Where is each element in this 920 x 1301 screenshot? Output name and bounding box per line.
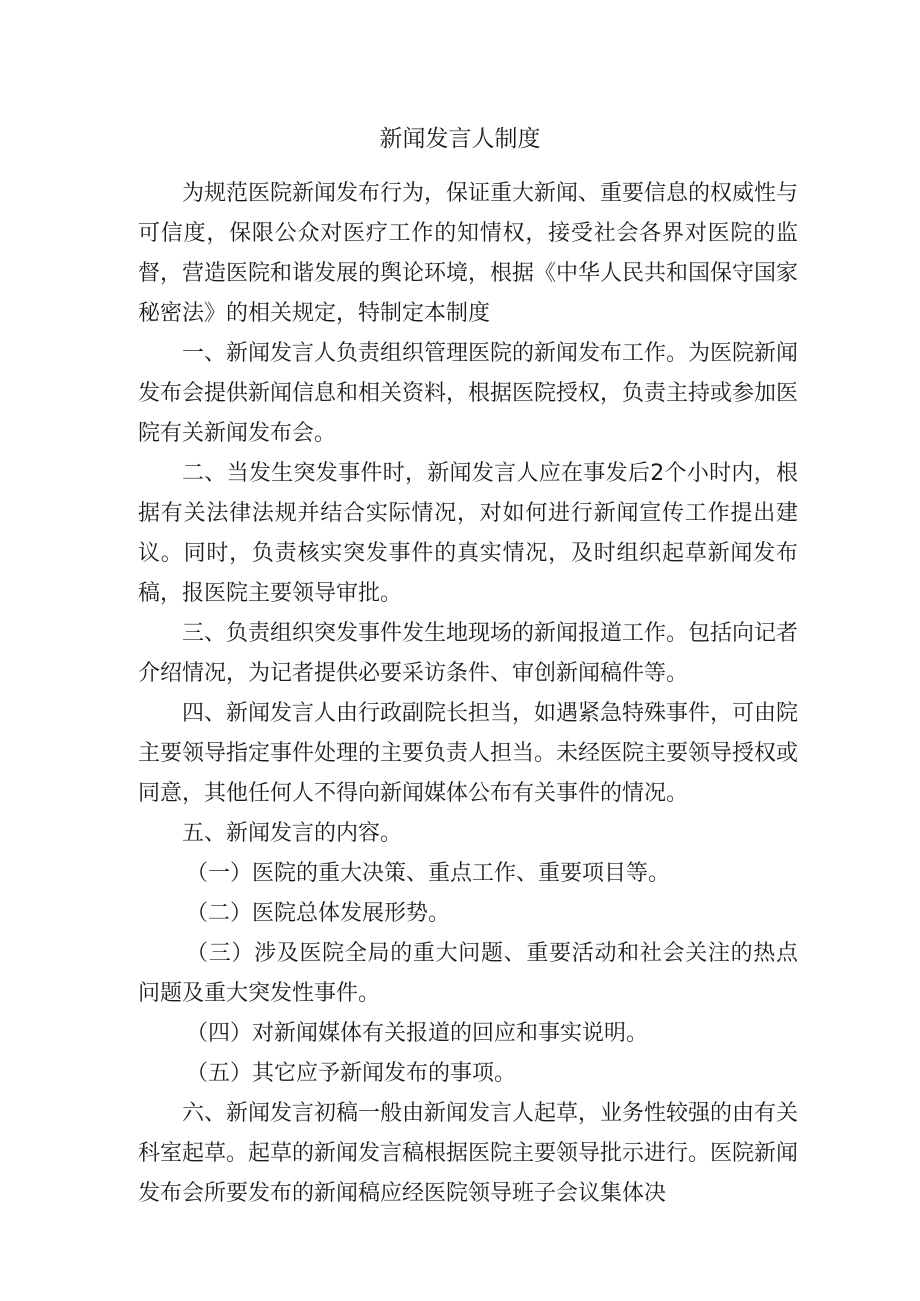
paragraph-preamble: 为规范医院新闻发布行为，保证重大新闻、重要信息的权威性与可信度，保限公众对医疗工作的知情权，接受社会各界对医院的监督，营造医院和谐发展的舆论环境，根据《中华人民共和国保守国家秘密法》的相关规定，特制定本制度 <box>138 181 799 326</box>
paragraph-item-5: 五、新闻发言的内容。 <box>182 821 403 846</box>
paragraph-item-4: 四、新闻发言人由行政副院长担当，如遇紧急特殊事件，可由院主要领导指定事件处理的主要负责人担当。未经医院主要领导授权或同意，其他任何人不得向新闻媒体公布有关事件的情况。 <box>138 701 799 806</box>
paragraph-subitem-3: （三）涉及医院全局的重大问题、重要活动和社会关注的热点问题及重大突发性事件。 <box>138 941 798 1006</box>
paragraph-item-3: 三、负责组织突发事件发生地现场的新闻报道工作。包括向记者介绍情况，为记者提供必要采访条件、审创新闻稿件等。 <box>138 621 799 686</box>
paragraph-subitem-1: （一）医院的重大决策、重点工作、重要项目等。 <box>186 861 671 886</box>
paragraph-subitem-5: （五）其它应予新闻发布的事项。 <box>186 1061 517 1086</box>
document-body <box>138 174 798 1214</box>
paragraph-item-2: 二、当发生突发事件时，新闻发言人应在事发后2个小时内，根据有关法律法规并结合实际情况，对如何进行新闻宣传工作提出建议。同时，负责核实突发事件的真实情况，及时组织起草新闻发布稿，报医院主要领导审批。 <box>138 461 798 606</box>
paragraph-subitem-2: （二）医院总体发展形势。 <box>186 901 451 926</box>
paragraph-item-6: 六、新闻发言初稿一般由新闻发言人起草，业务性较强的由有关科室起草。起草的新闻发言稿根据医院主要领导批示进行。医院新闻发布会所要发布的新闻稿应经医院领导班子会议集体决 <box>138 1101 799 1206</box>
document-title: 新闻发言人制度 <box>379 126 541 152</box>
paragraph-item-1: 一、新闻发言人负责组织管理医院的新闻发布工作。为医院新闻发布会提供新闻信息和相关资料，根据医院授权，负责主持或参加医院有关新闻发布会。 <box>138 341 799 446</box>
paragraph-subitem-4: （四）对新闻媒体有关报道的回应和事实说明。 <box>186 1021 649 1046</box>
